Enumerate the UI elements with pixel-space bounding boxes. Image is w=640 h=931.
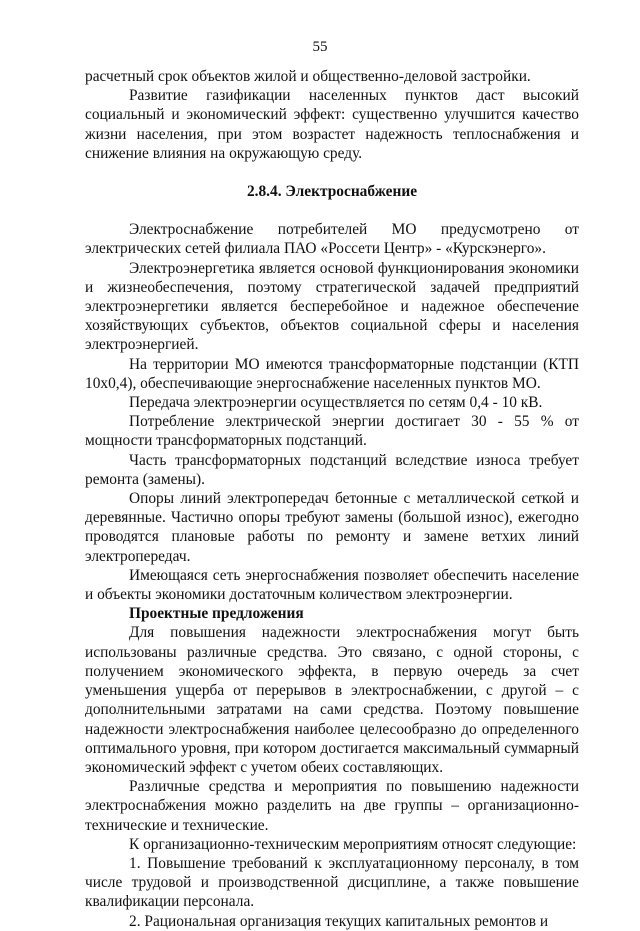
paragraph-reliability: Для повышения надежности электроснабжения могут быть использованы различные средства. Это связано, с одной стороны, с получением экономического эффекта, в первую очередь за счет уменьшения ущерба от перерывов в электроснабжении, с другой – с дополнительными затратами на сами средства. Поэтому повышение надежности электроснабжения наиболее целесообразно до определенного оптимального уровня, при котором достигается максимальный суммарный экономический эффект с учетом обеих составляющих. <box>85 624 579 776</box>
subheading-proposals: Проектные предложения <box>129 605 304 623</box>
intro-line: расчетный срок объектов жилой и общественно-деловой застройки. <box>85 68 531 85</box>
section-heading: 2.8.4. Электроснабжение <box>246 183 418 201</box>
paragraph-groups: Различные средства и мероприятия по повышению надежности электроснабжения можно разделить на две группы – организационно-технические и технические. <box>85 778 579 834</box>
paragraph-supply: Электроснабжение потребителей МО предусмотрено от электрических сетей филиала ПАО «Россети Центр» - «Курскэнерго». <box>85 221 579 258</box>
list-item-1: 1. Повышение требований к эксплуатационному персоналу, в том числе трудовой и производственной дисциплине, а также повышение квалификации персонала. <box>85 854 579 911</box>
paragraph-poles: Опоры линий электропередач бетонные с металлической сеткой и деревянные. Частично опоры требуют замены (большой износ), ежегодно проводятся плановые работы по ремонту и замене ветхих линий электропередач. <box>85 490 579 565</box>
paragraph-substations: На территории МО имеются трансформаторные подстанции (КТП 10х0,4), обеспечивающие энергоснабжение населенных пунктов МО. <box>85 355 579 392</box>
paragraph-gasification: Развитие газификации населенных пунктов даст высокий социальный и экономический эффект: существенно улучшится качество жизни населения, при этом возрастет надежность теплоснабжения и снижение влияния на окружающую среду. <box>85 87 579 162</box>
paragraph-transmission: Передача электроэнергии осуществляется по сетям 0,4 - 10 кВ. <box>129 394 543 412</box>
paragraph-consumption: Потребление электрической энергии достигает 30 - 55 % от мощности трансформаторных подстанций. <box>85 413 579 450</box>
paragraph-repair: Часть трансформаторных подстанций вследствие износа требует ремонта (замены). <box>85 451 579 488</box>
page-number: 55 <box>312 39 328 55</box>
paragraph-org-measures: К организационно-техническим мероприятиям относят следующие: <box>129 835 577 853</box>
paragraph-energetics: Электроэнергетика является основой функционирования экономики и жизнеобеспечения, поэтому стратегической задачей предприятий электроэнергетики является бесперебойное и надежное обеспечение хозяйствующих субъектов, объектов социальной сферы и населения электроэнергией. <box>85 259 579 354</box>
paragraph-network: Имеющаяся сеть энергоснабжения позволяет обеспечить население и объекты экономики достаточным количеством электроэнергии. <box>85 566 579 604</box>
document-body <box>85 67 579 931</box>
list-item-2: 2. Рациональная организация текущих капитальных ремонтов и <box>129 912 549 930</box>
